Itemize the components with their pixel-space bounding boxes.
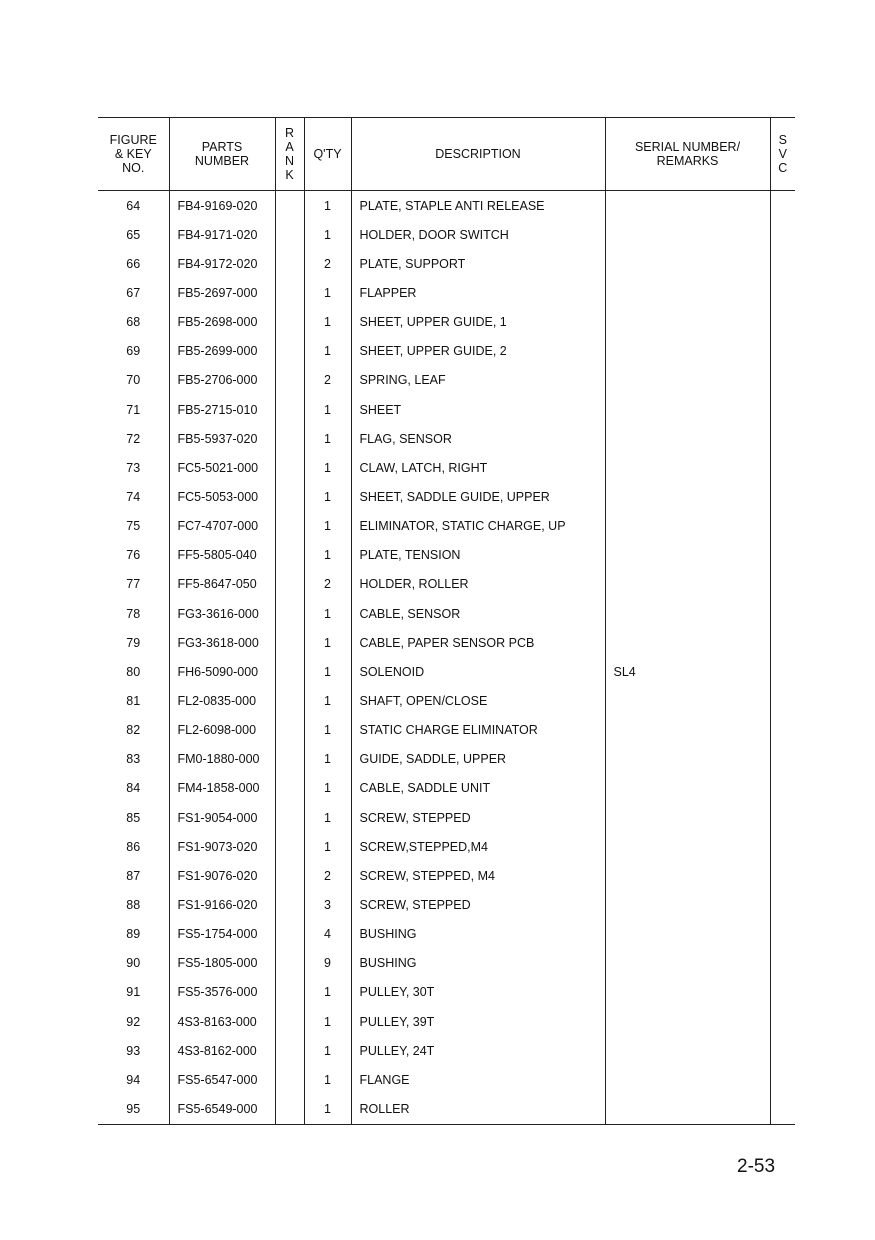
rank-cell bbox=[275, 220, 304, 249]
figure-key-cell: 65 bbox=[126, 227, 141, 242]
description-cell: SHEET, SADDLE GUIDE, UPPER bbox=[351, 482, 605, 511]
description-cell: SHAFT, OPEN/CLOSE bbox=[351, 686, 605, 715]
table-row bbox=[98, 657, 795, 686]
svc-cell bbox=[770, 570, 795, 599]
table-row bbox=[98, 366, 795, 395]
serial-remarks-cell bbox=[605, 949, 770, 978]
svc-cell bbox=[770, 803, 795, 832]
rank-cell bbox=[275, 1036, 304, 1065]
figure-key-cell: 81 bbox=[126, 693, 141, 708]
figure-key-cell: 90 bbox=[126, 956, 141, 971]
qty-cell: 1 bbox=[304, 512, 351, 541]
rank-cell bbox=[275, 1007, 304, 1036]
serial-remarks-cell bbox=[605, 424, 770, 453]
part-number-cell: FS5-1805-000 bbox=[169, 949, 275, 978]
qty-cell: 1 bbox=[304, 1065, 351, 1094]
figure-key-cell: 71 bbox=[126, 402, 141, 417]
figure-key-cell: 69 bbox=[126, 344, 141, 359]
figure-key-cell: 89 bbox=[126, 927, 141, 942]
qty-cell: 1 bbox=[304, 599, 351, 628]
svc-cell bbox=[770, 832, 795, 861]
part-number-cell: FS1-9076-020 bbox=[169, 861, 275, 890]
rank-cell bbox=[275, 453, 304, 482]
qty-cell: 2 bbox=[304, 249, 351, 278]
svc-cell bbox=[770, 949, 795, 978]
serial-remarks-cell bbox=[605, 1007, 770, 1036]
svc-cell bbox=[770, 541, 795, 570]
table-row bbox=[98, 220, 795, 249]
table-row bbox=[98, 745, 795, 774]
table-row bbox=[98, 512, 795, 541]
table-row bbox=[98, 716, 795, 745]
description-cell: BUSHING bbox=[351, 920, 605, 949]
description-cell: PULLEY, 24T bbox=[351, 1036, 605, 1065]
serial-remarks-cell bbox=[605, 686, 770, 715]
table-row bbox=[98, 570, 795, 599]
svc-cell bbox=[770, 395, 795, 424]
svc-cell bbox=[770, 657, 795, 686]
rank-cell bbox=[275, 716, 304, 745]
svc-cell bbox=[770, 249, 795, 278]
rank-cell bbox=[275, 920, 304, 949]
table-row bbox=[98, 890, 795, 919]
serial-remarks-cell bbox=[605, 366, 770, 395]
description-cell: CABLE, PAPER SENSOR PCB bbox=[351, 628, 605, 657]
rank-cell bbox=[275, 861, 304, 890]
part-number-cell: FS1-9166-020 bbox=[169, 890, 275, 919]
figure-key-cell: 79 bbox=[126, 635, 141, 650]
description-cell: SCREW, STEPPED, M4 bbox=[351, 861, 605, 890]
qty-cell: 1 bbox=[304, 453, 351, 482]
description-cell: SHEET, UPPER GUIDE, 2 bbox=[351, 337, 605, 366]
part-number-cell: FB5-5937-020 bbox=[169, 424, 275, 453]
figure-key-cell: 87 bbox=[126, 868, 141, 883]
figure-key-cell: 75 bbox=[126, 519, 141, 534]
rank-cell bbox=[275, 395, 304, 424]
svc-cell bbox=[770, 890, 795, 919]
table-row bbox=[98, 861, 795, 890]
rank-cell bbox=[275, 191, 304, 221]
figure-key-cell: 72 bbox=[126, 431, 141, 446]
rank-cell bbox=[275, 337, 304, 366]
part-number-cell: FS1-9054-000 bbox=[169, 803, 275, 832]
description-cell: FLAPPER bbox=[351, 278, 605, 307]
part-number-cell: FB5-2699-000 bbox=[169, 337, 275, 366]
description-cell: GUIDE, SADDLE, UPPER bbox=[351, 745, 605, 774]
rank-cell bbox=[275, 803, 304, 832]
header-description: DESCRIPTION bbox=[351, 118, 605, 191]
qty-cell: 1 bbox=[304, 395, 351, 424]
svc-cell bbox=[770, 482, 795, 511]
part-number-cell: FC5-5053-000 bbox=[169, 482, 275, 511]
qty-cell: 2 bbox=[304, 366, 351, 395]
qty-cell: 9 bbox=[304, 949, 351, 978]
table-row bbox=[98, 541, 795, 570]
figure-key-cell: 74 bbox=[126, 489, 141, 504]
description-cell: PULLEY, 39T bbox=[351, 1007, 605, 1036]
qty-cell: 1 bbox=[304, 657, 351, 686]
table-row bbox=[98, 686, 795, 715]
description-cell: SCREW, STEPPED bbox=[351, 890, 605, 919]
figure-key-cell: 80 bbox=[126, 664, 141, 679]
figure-key-cell: 67 bbox=[126, 285, 141, 300]
part-number-cell: FS1-9073-020 bbox=[169, 832, 275, 861]
qty-cell: 1 bbox=[304, 832, 351, 861]
figure-key-cell: 66 bbox=[126, 256, 141, 271]
serial-remarks-cell bbox=[605, 395, 770, 424]
rank-cell bbox=[275, 249, 304, 278]
header-serial-remarks: SERIAL NUMBER/ REMARKS bbox=[605, 118, 770, 191]
figure-key-cell: 88 bbox=[126, 897, 141, 912]
table-row bbox=[98, 453, 795, 482]
svc-cell bbox=[770, 1007, 795, 1036]
qty-cell: 1 bbox=[304, 1036, 351, 1065]
rank-cell bbox=[275, 482, 304, 511]
part-number-cell: FG3-3618-000 bbox=[169, 628, 275, 657]
description-cell: HOLDER, ROLLER bbox=[351, 570, 605, 599]
description-cell: SHEET bbox=[351, 395, 605, 424]
figure-key-cell: 64 bbox=[126, 198, 141, 213]
qty-cell: 1 bbox=[304, 745, 351, 774]
serial-remarks-cell bbox=[605, 278, 770, 307]
description-cell: FLANGE bbox=[351, 1065, 605, 1094]
qty-cell: 1 bbox=[304, 220, 351, 249]
figure-key-cell: 82 bbox=[126, 723, 141, 738]
part-number-cell: FC7-4707-000 bbox=[169, 512, 275, 541]
part-number-cell: FB4-9171-020 bbox=[169, 220, 275, 249]
rank-cell bbox=[275, 949, 304, 978]
rank-cell bbox=[275, 541, 304, 570]
qty-cell: 1 bbox=[304, 774, 351, 803]
serial-remarks-cell bbox=[605, 541, 770, 570]
figure-key-cell: 92 bbox=[126, 1014, 141, 1029]
qty-cell: 1 bbox=[304, 628, 351, 657]
part-number-cell: 4S3-8163-000 bbox=[169, 1007, 275, 1036]
svc-cell bbox=[770, 628, 795, 657]
description-cell: HOLDER, DOOR SWITCH bbox=[351, 220, 605, 249]
serial-remarks-cell bbox=[605, 482, 770, 511]
description-cell: PLATE, SUPPORT bbox=[351, 249, 605, 278]
rank-cell bbox=[275, 657, 304, 686]
figure-key-cell: 95 bbox=[98, 1094, 169, 1124]
part-number-cell: FB4-9172-020 bbox=[169, 249, 275, 278]
serial-remarks-cell bbox=[605, 832, 770, 861]
description-cell: SPRING, LEAF bbox=[351, 366, 605, 395]
part-number-cell: FB5-2715-010 bbox=[169, 395, 275, 424]
description-cell: SCREW, STEPPED bbox=[351, 803, 605, 832]
rank-cell bbox=[275, 278, 304, 307]
qty-cell: 2 bbox=[304, 570, 351, 599]
part-number-cell: FB5-2698-000 bbox=[169, 308, 275, 337]
svc-cell bbox=[770, 424, 795, 453]
part-number-cell: FB5-2706-000 bbox=[169, 366, 275, 395]
rank-cell bbox=[275, 366, 304, 395]
qty-cell: 1 bbox=[304, 1007, 351, 1036]
page-number: 2-53 bbox=[737, 1156, 776, 1177]
serial-remarks-cell bbox=[605, 920, 770, 949]
rank-cell bbox=[275, 308, 304, 337]
qty-cell: 1 bbox=[304, 278, 351, 307]
table-row bbox=[98, 803, 795, 832]
figure-key-cell: 70 bbox=[126, 373, 141, 388]
header-parts-number: PARTS NUMBER bbox=[169, 118, 275, 191]
description-cell: PLATE, TENSION bbox=[351, 541, 605, 570]
part-number-cell: FB4-9169-020 bbox=[169, 191, 275, 221]
description-cell: PULLEY, 30T bbox=[351, 978, 605, 1007]
rank-cell bbox=[275, 686, 304, 715]
svc-cell bbox=[770, 278, 795, 307]
rank-cell bbox=[275, 832, 304, 861]
description-cell: ELIMINATOR, STATIC CHARGE, UP bbox=[351, 512, 605, 541]
description-cell: CABLE, SADDLE UNIT bbox=[351, 774, 605, 803]
qty-cell: 2 bbox=[304, 861, 351, 890]
description-cell: PLATE, STAPLE ANTI RELEASE bbox=[351, 191, 605, 221]
svc-cell bbox=[770, 920, 795, 949]
serial-remarks-cell bbox=[605, 628, 770, 657]
serial-remarks-cell bbox=[605, 1065, 770, 1094]
figure-key-cell: 84 bbox=[126, 781, 141, 796]
rank-cell bbox=[275, 774, 304, 803]
part-number-cell: FF5-8647-050 bbox=[169, 570, 275, 599]
description-cell: SCREW,STEPPED,M4 bbox=[351, 832, 605, 861]
description-cell: FLAG, SENSOR bbox=[351, 424, 605, 453]
description-cell: SOLENOID bbox=[351, 657, 605, 686]
table-row bbox=[98, 424, 795, 453]
rank-cell bbox=[275, 1094, 304, 1124]
figure-key-cell: 73 bbox=[126, 460, 141, 475]
serial-remarks-cell bbox=[605, 249, 770, 278]
rank-cell bbox=[275, 512, 304, 541]
rank-cell bbox=[275, 745, 304, 774]
part-number-cell: FL2-0835-000 bbox=[169, 686, 275, 715]
svc-cell bbox=[770, 978, 795, 1007]
serial-remarks-cell bbox=[605, 220, 770, 249]
part-number-cell: FB5-2697-000 bbox=[169, 278, 275, 307]
figure-key-cell: 83 bbox=[126, 752, 141, 767]
qty-cell: 1 bbox=[304, 308, 351, 337]
header-qty: Q'TY bbox=[304, 118, 351, 191]
part-number-cell: FM4-1858-000 bbox=[169, 774, 275, 803]
svc-cell bbox=[770, 861, 795, 890]
table-row bbox=[98, 774, 795, 803]
part-number-cell: 4S3-8162-000 bbox=[169, 1036, 275, 1065]
parts-list-body bbox=[98, 191, 795, 1125]
svc-cell bbox=[770, 686, 795, 715]
serial-remarks-cell bbox=[605, 191, 770, 221]
svc-cell bbox=[770, 599, 795, 628]
qty-cell: 1 bbox=[304, 482, 351, 511]
figure-key-cell: 77 bbox=[126, 577, 141, 592]
svc-cell bbox=[770, 774, 795, 803]
qty-cell: 1 bbox=[304, 1094, 351, 1124]
qty-cell: 1 bbox=[304, 424, 351, 453]
serial-remarks-cell bbox=[605, 1036, 770, 1065]
qty-cell: 1 bbox=[304, 978, 351, 1007]
table-row bbox=[98, 308, 795, 337]
svc-cell bbox=[770, 1094, 795, 1124]
svc-cell bbox=[770, 512, 795, 541]
figure-key-cell: 78 bbox=[126, 606, 141, 621]
serial-remarks-cell bbox=[605, 599, 770, 628]
header-svc: S V C bbox=[770, 118, 795, 191]
serial-remarks-cell bbox=[605, 745, 770, 774]
part-number-cell: FS5-6549-000 bbox=[169, 1094, 275, 1124]
table-row bbox=[98, 920, 795, 949]
table-row bbox=[98, 249, 795, 278]
table-row bbox=[98, 1007, 795, 1036]
part-number-cell: FS5-6547-000 bbox=[169, 1065, 275, 1094]
serial-remarks-cell bbox=[605, 890, 770, 919]
part-number-cell: FH6-5090-000 bbox=[169, 657, 275, 686]
serial-remarks-cell bbox=[605, 978, 770, 1007]
serial-remarks-cell: SL4 bbox=[605, 657, 770, 686]
svc-cell bbox=[770, 716, 795, 745]
serial-remarks-cell bbox=[605, 570, 770, 599]
qty-cell: 1 bbox=[304, 686, 351, 715]
figure-key-cell: 86 bbox=[126, 839, 141, 854]
figure-key-cell: 94 bbox=[126, 1072, 141, 1087]
rank-cell bbox=[275, 978, 304, 1007]
svc-cell bbox=[770, 745, 795, 774]
parts-list-table bbox=[98, 117, 795, 1125]
header-figure-key: FIGURE & KEY NO. bbox=[98, 118, 169, 191]
table-row bbox=[98, 278, 795, 307]
svc-cell bbox=[770, 191, 795, 221]
figure-key-cell: 91 bbox=[126, 985, 141, 1000]
serial-remarks-cell bbox=[605, 861, 770, 890]
svc-cell bbox=[770, 453, 795, 482]
part-number-cell: FC5-5021-000 bbox=[169, 453, 275, 482]
description-cell: BUSHING bbox=[351, 949, 605, 978]
table-row bbox=[98, 395, 795, 424]
serial-remarks-cell bbox=[605, 1094, 770, 1124]
description-cell: SHEET, UPPER GUIDE, 1 bbox=[351, 308, 605, 337]
description-cell: CLAW, LATCH, RIGHT bbox=[351, 453, 605, 482]
part-number-cell: FL2-6098-000 bbox=[169, 716, 275, 745]
rank-cell bbox=[275, 424, 304, 453]
figure-key-cell: 85 bbox=[126, 810, 141, 825]
rank-cell bbox=[275, 599, 304, 628]
qty-cell: 1 bbox=[304, 337, 351, 366]
figure-key-cell: 76 bbox=[126, 548, 141, 563]
svc-cell bbox=[770, 220, 795, 249]
qty-cell: 1 bbox=[304, 803, 351, 832]
header-rank: R A N K bbox=[275, 118, 304, 191]
table-row bbox=[98, 191, 795, 221]
part-number-cell: FF5-5805-040 bbox=[169, 541, 275, 570]
svc-cell bbox=[770, 1036, 795, 1065]
table-row bbox=[98, 832, 795, 861]
description-cell: CABLE, SENSOR bbox=[351, 599, 605, 628]
description-cell: ROLLER bbox=[351, 1094, 605, 1124]
figure-key-cell: 68 bbox=[126, 315, 141, 330]
table-row bbox=[98, 628, 795, 657]
serial-remarks-cell bbox=[605, 308, 770, 337]
part-number-cell: FS5-1754-000 bbox=[169, 920, 275, 949]
table-row bbox=[98, 337, 795, 366]
table-header-row bbox=[98, 118, 795, 191]
svc-cell bbox=[770, 308, 795, 337]
rank-cell bbox=[275, 1065, 304, 1094]
table-row bbox=[98, 1036, 795, 1065]
table-row bbox=[98, 978, 795, 1007]
serial-remarks-cell bbox=[605, 512, 770, 541]
serial-remarks-cell bbox=[605, 453, 770, 482]
rank-cell bbox=[275, 628, 304, 657]
table-row bbox=[98, 949, 795, 978]
qty-cell: 3 bbox=[304, 890, 351, 919]
qty-cell: 1 bbox=[304, 716, 351, 745]
rank-cell bbox=[275, 890, 304, 919]
serial-remarks-cell bbox=[605, 716, 770, 745]
serial-remarks-cell bbox=[605, 803, 770, 832]
part-number-cell: FS5-3576-000 bbox=[169, 978, 275, 1007]
svc-cell bbox=[770, 1065, 795, 1094]
serial-remarks-cell bbox=[605, 337, 770, 366]
part-number-cell: FM0-1880-000 bbox=[169, 745, 275, 774]
qty-cell: 1 bbox=[304, 541, 351, 570]
table-row bbox=[98, 1094, 795, 1124]
description-cell: STATIC CHARGE ELIMINATOR bbox=[351, 716, 605, 745]
svc-cell bbox=[770, 337, 795, 366]
table-row bbox=[98, 482, 795, 511]
table-row bbox=[98, 1065, 795, 1094]
figure-key-cell: 93 bbox=[126, 1043, 141, 1058]
rank-cell bbox=[275, 570, 304, 599]
qty-cell: 1 bbox=[304, 191, 351, 221]
qty-cell: 4 bbox=[304, 920, 351, 949]
part-number-cell: FG3-3616-000 bbox=[169, 599, 275, 628]
serial-remarks-cell bbox=[605, 774, 770, 803]
svc-cell bbox=[770, 366, 795, 395]
table-row bbox=[98, 599, 795, 628]
